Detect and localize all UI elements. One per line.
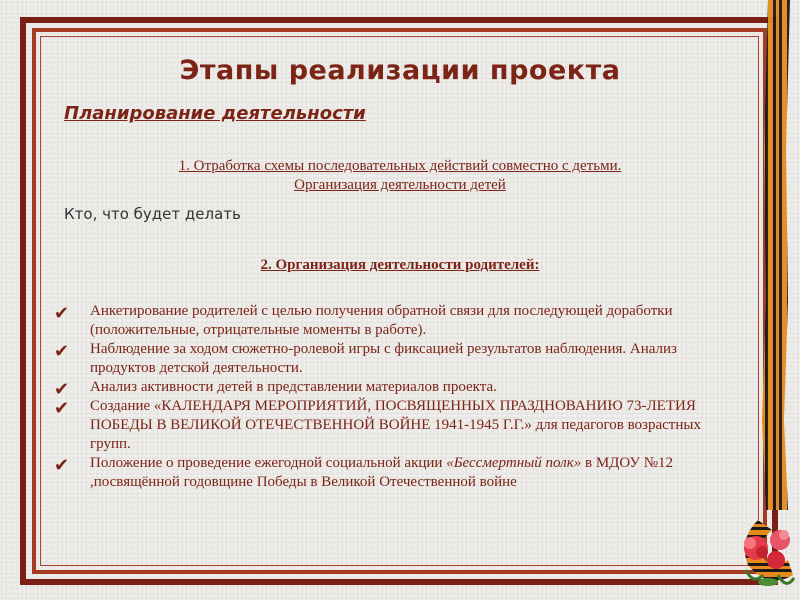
slide-title: Этапы реализации проекта <box>179 55 621 86</box>
slide-subtitle: Планирование деятельности <box>64 103 366 124</box>
check-icon: ✔ <box>54 455 70 476</box>
section-1 <box>50 157 750 195</box>
st-george-ribbon-decoration <box>728 0 800 600</box>
section-1-line-2: Организация деятельности детей <box>294 177 506 193</box>
slide-content <box>50 45 750 555</box>
plain-text: Кто, что будет делать <box>64 205 241 223</box>
list-item <box>50 302 740 340</box>
list-item-text-after: в МДОУ №12 ,посвящённой годовщине Победы в Великой Отечественной войне <box>90 455 674 490</box>
list-item-text: Создание «КАЛЕНДАРЯ МЕРОПРИЯТИЙ, ПОСВЯЩЕННЫХ ПРАЗДНОВАНИЮ 73-ЛЕТИЯ ПОБЕДЫ В ВЕЛИКОЙ ОТЕЧЕСТВЕННОЙ ВОЙНЕ 1941-1945 Г.Г.» для педагогов возрастных групп. <box>90 398 701 452</box>
list-item-text-before: Положение о проведение ежегодной социальной акции <box>90 455 447 471</box>
list-item-text: Наблюдение за ходом сюжетно-ролевой игры с фиксацией результатов наблюдения. Анализ продуктов детской деятельности. <box>90 341 677 376</box>
list-item-text-italic: «Бессмертный полк» <box>446 455 582 471</box>
bullet-list <box>50 302 740 492</box>
list-item <box>50 397 740 454</box>
check-icon: ✔ <box>54 303 70 324</box>
list-item <box>50 454 740 492</box>
ribbon-strip <box>762 0 790 510</box>
list-item <box>50 378 740 400</box>
list-item <box>50 340 740 378</box>
section-2-title: 2. Организация деятельности родителей: <box>260 257 540 273</box>
check-icon: ✔ <box>54 379 70 400</box>
check-icon: ✔ <box>54 398 70 419</box>
list-item-text: Анализ активности детей в представлении материалов проекта. <box>90 379 497 395</box>
list-item-text: Анкетирование родителей с целью получения обратной связи для последующей доработки (положительные, отрицательные моменты в работе). <box>90 303 673 338</box>
section-1-line-1: 1. Отработка схемы последовательных действий совместно с детьми. <box>178 158 622 174</box>
check-icon: ✔ <box>54 341 70 362</box>
